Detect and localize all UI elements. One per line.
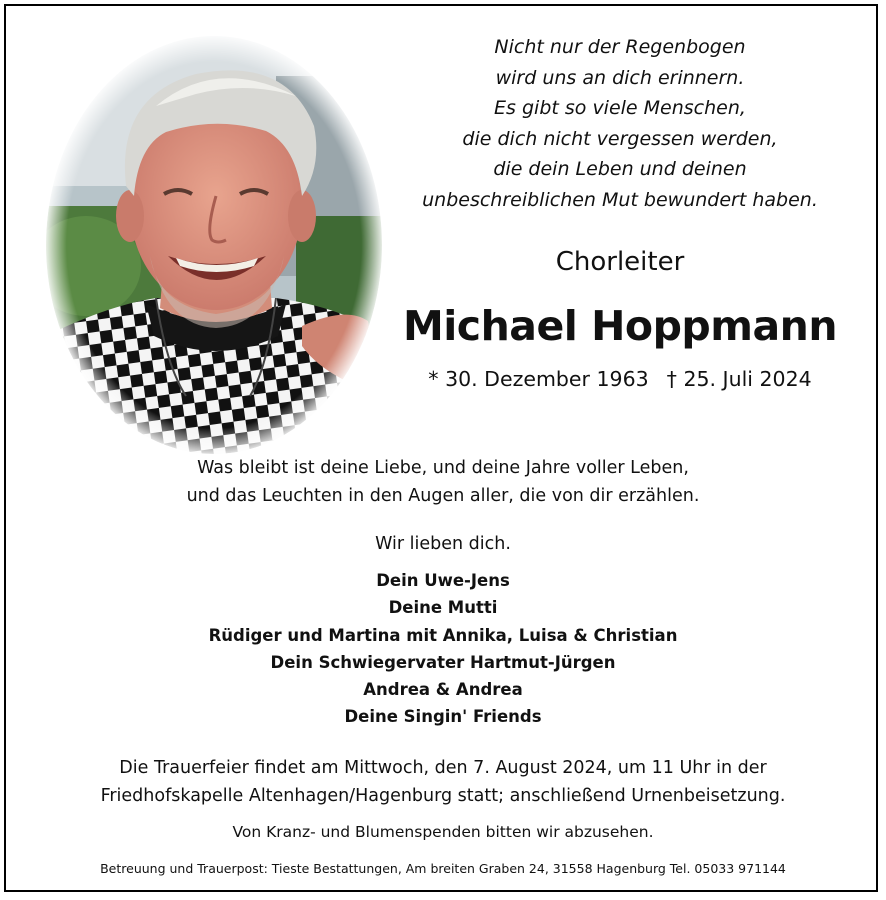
poem-line: Nicht nur der Regenbogen (494, 36, 746, 58)
family-member: Deine Singin' Friends (344, 707, 542, 727)
flowers-note: Von Kranz- und Blumenspenden bitten wir abzusehen. (232, 823, 654, 841)
memorial-saying (0, 455, 886, 510)
deceased-name: Michael Hoppmann (402, 302, 838, 350)
birth-date: * 30. Dezember 1963 (428, 367, 649, 391)
family-member: Dein Uwe-Jens (376, 571, 510, 590)
family-member: Rüdiger und Martina mit Annika, Luisa & Christian (208, 625, 678, 645)
deceased-role: Chorleiter (555, 247, 685, 277)
family-member: Dein Schwiegervater Hartmut-Jürgen (270, 652, 616, 672)
poem-line: unbeschreiblichen Mut bewundert haben. (422, 188, 818, 211)
poem-line: die dein Leben und deinen (493, 158, 747, 180)
poem (396, 32, 844, 215)
poem-line: die dich nicht vergessen werden, (462, 127, 778, 150)
undertaker-footer: Betreuung und Trauerpost: Tieste Bestattungen, Am breiten Graben 24, 31558 Hagenburg Tel. 05033 971144 (100, 861, 786, 876)
portrait-photo (46, 36, 382, 454)
saying-line: und das Leuchten in den Augen aller, die von dir erzählen. (186, 485, 700, 506)
family-member: Deine Mutti (388, 598, 498, 618)
death-date: † 25. Juli 2024 (666, 367, 812, 391)
funeral-line: Friedhofskapelle Altenhagen/Hagenburg statt; anschließend Urnenbeisetzung. (100, 785, 786, 806)
saying-line: Was bleibt ist deine Liebe, und deine Jahre voller Leben, (197, 458, 689, 478)
family-member: Andrea & Andrea (363, 680, 523, 700)
love-line: Wir lieben dich. (375, 534, 511, 554)
poem-line: wird uns an dich erinnern. (495, 66, 745, 89)
funeral-info (0, 755, 886, 810)
family-list (0, 567, 886, 731)
life-dates (396, 367, 844, 391)
poem-line: Es gibt so viele Menschen, (494, 97, 746, 119)
funeral-line: Die Trauerfeier findet am Mittwoch, den 7. August 2024, um 11 Uhr in der (119, 758, 767, 778)
